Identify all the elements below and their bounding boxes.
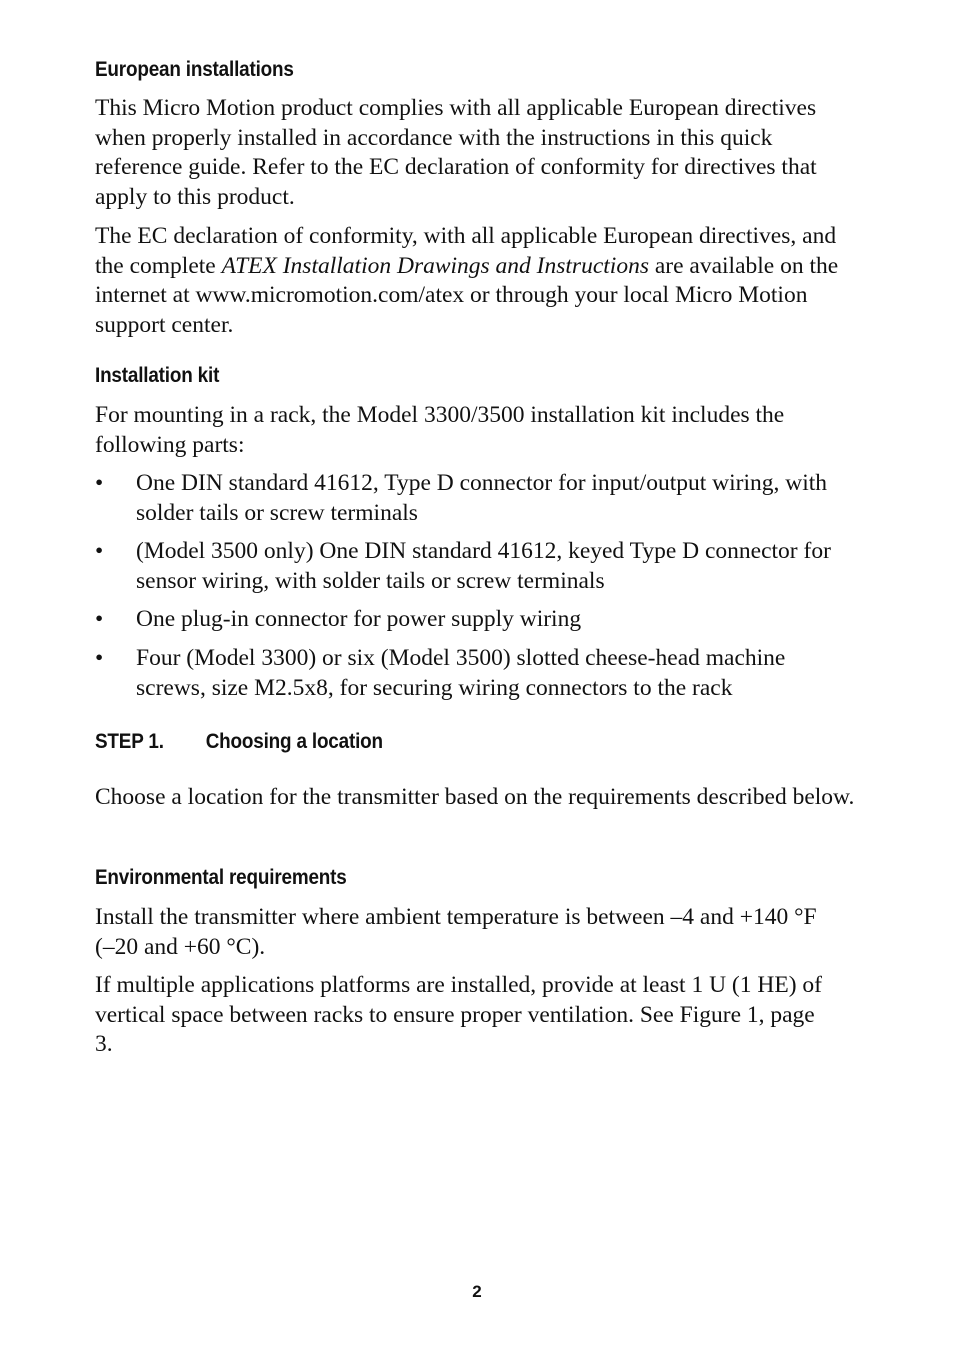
atex-document-title: ATEX Installation Drawings and Instructions [221,252,649,279]
heading-european-installations: European installations [95,58,294,81]
page-number: 2 [472,1282,482,1301]
european-paragraph-1: This Micro Motion product complies with all applicable European directives when properly installed in accordance with the instructions in this quick reference guide. Refer to the EC declaration of conformity for directives that apply to this product. [95,95,817,210]
list-item [95,644,855,703]
bullet-marker: • [95,606,104,633]
list-item-text: (Model 3500 only) One DIN standard 41612, keyed Type D connector for sensor wiring, with solder tails or screw terminals [136,538,831,594]
environment-paragraph-1: Install the transmitter where ambient temperature is between –4 and +140 °F (–20 and +60 °C). [95,904,817,960]
list-item [95,469,855,528]
bullet-marker: • [95,470,104,496]
step-1-heading [95,729,383,755]
list-item-text: One DIN standard 41612, Type D connector for input/output wiring, with solder tails or screw terminals [136,470,828,526]
list-item-text: One plug-in connector for power supply wiring [136,606,582,633]
bullet-marker: • [95,538,104,565]
heading-installation-kit: Installation kit [95,364,220,387]
heading-environmental-requirements: Environmental requirements [95,866,347,889]
european-paragraph-2-end: are available on the internet at www.micromotion.com/atex or through your local Micro Motion support center. [95,252,839,338]
environment-paragraph-2: If multiple applications platforms are installed, provide at least 1 U (1 HE) of vertical space between racks to ensure proper ventilation. See Figure 1, page 3. [95,972,822,1058]
list-item-text: Four (Model 3300) or six (Model 3500) slotted cheese-head machine screws, size M2.5x8, for securing wiring connectors to the rack [136,644,786,701]
list-item [95,605,855,635]
kit-parts-list [95,469,855,703]
list-item [95,537,855,596]
european-paragraph-2-start: The EC declaration of conformity, with all applicable European directives, and the complete [95,223,837,279]
step-1-paragraph: Choose a location for the transmitter based on the requirements described below. [95,784,855,810]
european-paragraph-2 [95,222,855,340]
kit-intro-paragraph: For mounting in a rack, the Model 3300/3500 installation kit includes the following parts: [95,402,785,458]
step-title: Choosing a location [205,730,383,753]
bullet-marker: • [95,644,104,671]
step-number: STEP 1. [95,730,164,753]
